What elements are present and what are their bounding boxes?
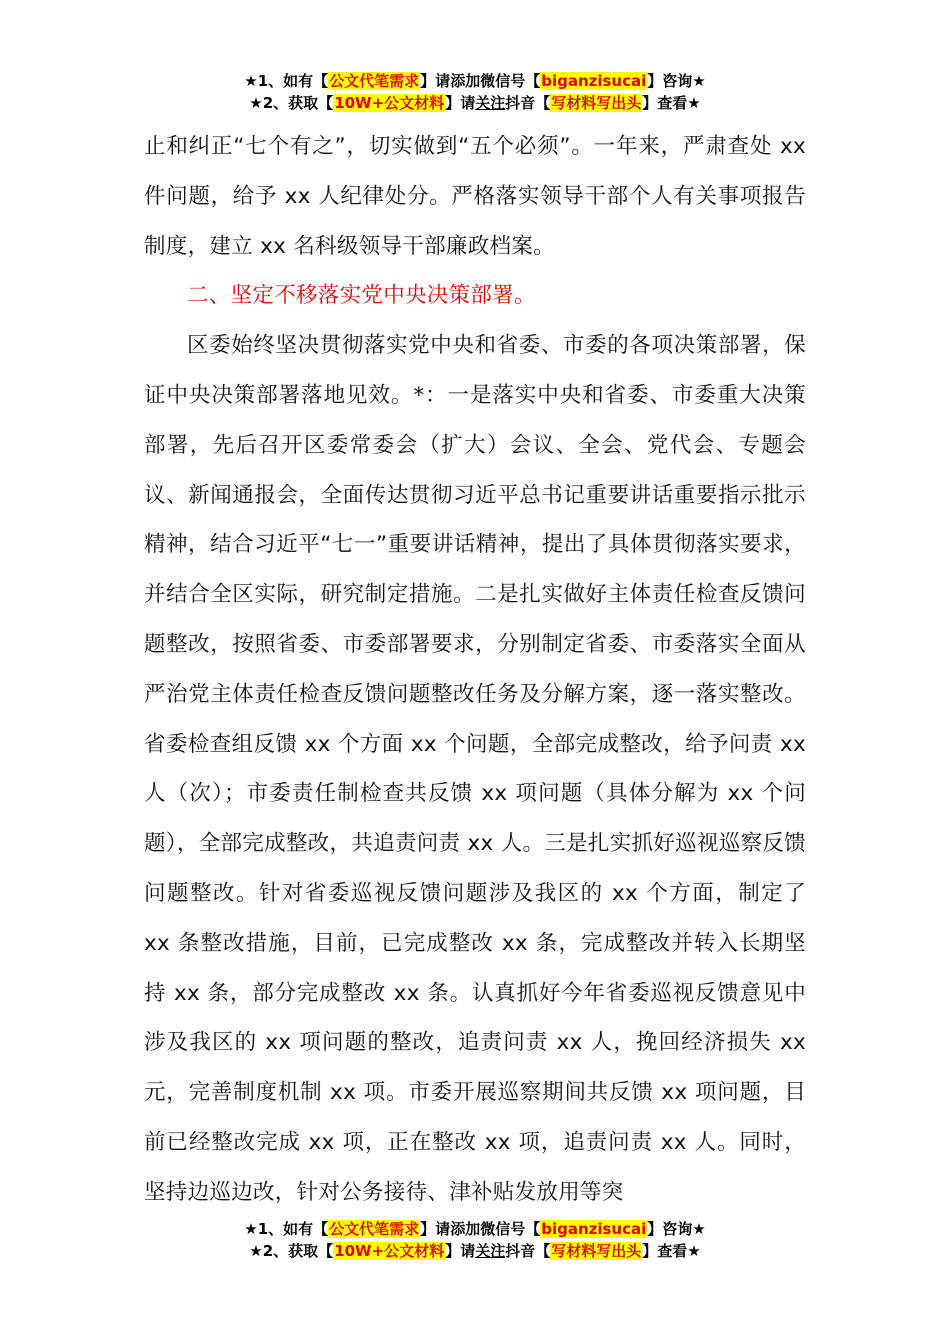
document-body (144, 122, 806, 1218)
banner-highlight: 10W+公文材料 (334, 94, 445, 112)
banner-text: 抖音【 (505, 1242, 551, 1260)
banner-text: 】查看★ (642, 1242, 701, 1260)
banner-highlight: biganzisucai (541, 72, 647, 90)
banner-text: 】请 (420, 1220, 451, 1238)
banner-text: 】请 (445, 1242, 476, 1260)
banner-line-1 (0, 70, 950, 92)
banner-text: ★1、如有【 (244, 1220, 329, 1238)
banner-highlight: 公文代笔需求 (329, 1220, 420, 1238)
banner-text: ★2、获取【 (249, 94, 334, 112)
banner-text: ★1、如有【 (244, 72, 329, 90)
paragraph-continued: 止和纠正“七个有之”，切实做到“五个必须”。一年来，严肃查处 xx 件问题，给予 xx 人纪律处分。严格落实领导干部个人有关事项报告制度，建立 xx 名科级领导干部廉政档案。 (144, 134, 806, 259)
banner-line-1 (0, 1218, 950, 1240)
banner-line-2 (0, 1240, 950, 1262)
banner-highlight: 公文代笔需求 (329, 72, 420, 90)
banner-text: ★2、获取【 (249, 1242, 334, 1260)
paragraph: 区委始终坚决贯彻落实党中央和省委、市委的各项决策部署，保证中央决策部署落地见效。*：一是落实中央和省委、市委重大决策部署，先后召开区委常委会（扩大）会议、全会、党代会、专题会议、新闻通报会，全面传达贯彻习近平总书记重要讲话重要指示批示精神，结合习近平“七一”重要讲话精神，提出了具体贯彻落实要求，并结合全区实际，研究制定措施。二是扎实做好主体责任检查反馈问题整改，按照省委、市委部署要求，分别制定省委、市委落实全面从严治党主体责任检查反馈问题整改任务及分解方案，逐一落实整改。省委检查组反馈 xx 个方面 xx 个问题，全部完成整改，给予问责 xx 人（次）；市委责任制检查共反馈 xx 项问题（具体分解为 xx 个问题），全部完成整改，共追责问责 xx 人。三是扎实抓好巡视巡察反馈问题整改。针对省委巡视反馈问题涉及我区的 xx 个方面，制定了 xx 条整改措施，目前，已完成整改 xx 条，完成整改并转入长期坚持 xx 条，部分完成整改 xx 条。认真抓好今年省委巡视反馈意见中涉及我区的 xx 项问题的整改，追责问责 xx 人，挽回经济损失 xx 元，完善制度机制 xx 项。市委开展巡察期间共反馈 xx 项问题，目前已经整改完成 xx 项，正在整改 xx 项，追责问责 xx 人。同时，坚持边巡边改，针对公务接待、津补贴发放用等突 (144, 333, 806, 1205)
banner-text: 】请 (420, 72, 451, 90)
banner-text: 】查看★ (642, 94, 701, 112)
banner-text: 】咨询★ (647, 1220, 706, 1238)
banner-emphasis: 添加 (450, 1220, 481, 1238)
banner-text: 微信号【 (480, 72, 541, 90)
section-heading: 二、坚定不移落实党中央决策部署。 (187, 283, 536, 309)
banner-text: 】请 (445, 94, 476, 112)
banner-line-2 (0, 92, 950, 114)
banner-emphasis: 关注 (475, 94, 506, 112)
banner-text: 】咨询★ (647, 72, 706, 90)
banner-highlight: 写材料写出头 (551, 94, 642, 112)
banner-highlight: 10W+公文材料 (334, 1242, 445, 1260)
footer-banner (0, 1218, 950, 1262)
banner-text: 微信号【 (480, 1220, 541, 1238)
banner-emphasis: 关注 (475, 1242, 506, 1260)
banner-text: 抖音【 (505, 94, 551, 112)
banner-highlight: 写材料写出头 (551, 1242, 642, 1260)
banner-highlight: biganzisucai (541, 1220, 647, 1238)
banner-emphasis: 添加 (450, 72, 481, 90)
header-banner (0, 70, 950, 114)
